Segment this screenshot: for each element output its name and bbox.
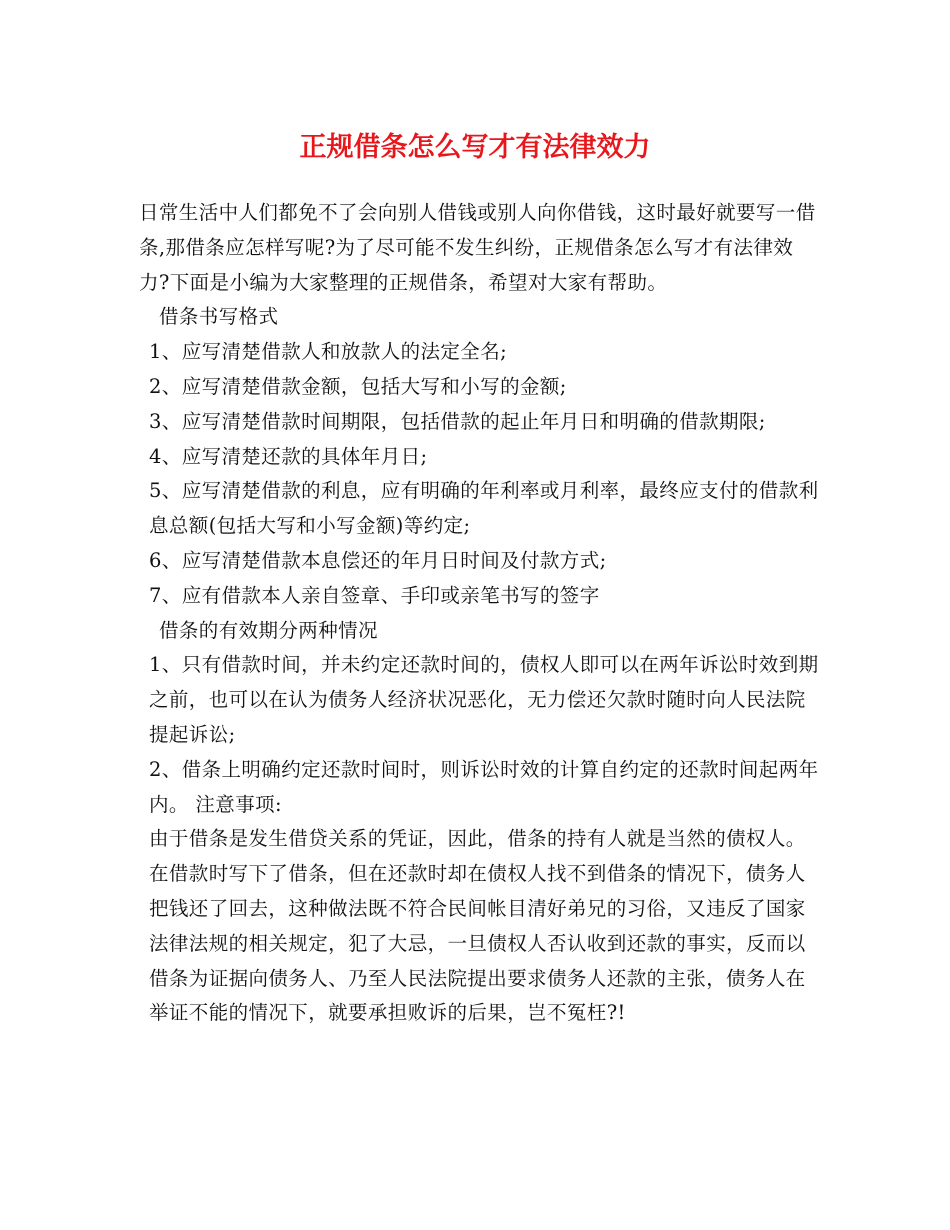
list-item: 1、应写清楚借款人和放款人的法定全名; bbox=[149, 340, 508, 364]
list-item: 3、应写清楚借款时间期限，包括借款的起止年月日和明确的借款期限; bbox=[149, 409, 766, 433]
list-item: 7、应有借款本人亲自签章、手印或亲笔书写的签字 bbox=[149, 583, 600, 607]
section-heading-validity: 借条的有效期分两种情况 bbox=[159, 618, 378, 642]
list-item: 2、应写清楚借款金额，包括大写和小写的金额; bbox=[149, 374, 567, 398]
section-heading-format: 借条书写格式 bbox=[159, 305, 279, 329]
list-item: 4、应写清楚还款的具体年月日; bbox=[149, 444, 428, 468]
document-title: 正规借条怎么写才有法律效力 bbox=[299, 132, 651, 163]
document-body bbox=[139, 196, 819, 1031]
intro-paragraph: 日常生活中人们都免不了会向别人借钱或别人向你借钱，这时最好就要写一借条,那借条应怎样写呢?为了尽可能不发生纠纷，正规借条怎么写才有法律效力?下面是小编为大家整理的正规借条，希望对大家有帮助。 bbox=[139, 201, 816, 294]
list-item: 1、只有借款时间，并未约定还款时间的，债权人即可以在两年诉讼时效到期之前，也可以在认为债务人经济状况恶化，无力偿还欠款时随时向人民法院提起诉讼; bbox=[149, 653, 819, 746]
list-item: 5、应写清楚借款的利息，应有明确的年利率或月利率，最终应支付的借款利息总额(包括大写和小写金额)等约定; bbox=[149, 479, 819, 538]
list-item: 2、借条上明确约定还款时间时，则诉讼时效的计算自约定的还款时间起两年内。 注意事项: bbox=[149, 757, 819, 816]
list-item: 6、应写清楚借款本息偿还的年月日时间及付款方式; bbox=[149, 548, 607, 572]
notes-paragraph: 由于借条是发生借贷关系的凭证，因此，借条的持有人就是当然的债权人。在借款时写下了借条，但在还款时却在债权人找不到借条的情况下，债务人把钱还了回去，这种做法既不符合民间帐目清好弟兄的习俗，又违反了国家法律法规的相关规定，犯了大忌，一旦债权人否认收到还款的事实，反而以借条为证据向债务人、乃至人民法院提出要求债务人还款的主张，债务人在举证不能的情况下，就要承担败诉的后果，岂不冤枉?! bbox=[149, 827, 806, 1025]
